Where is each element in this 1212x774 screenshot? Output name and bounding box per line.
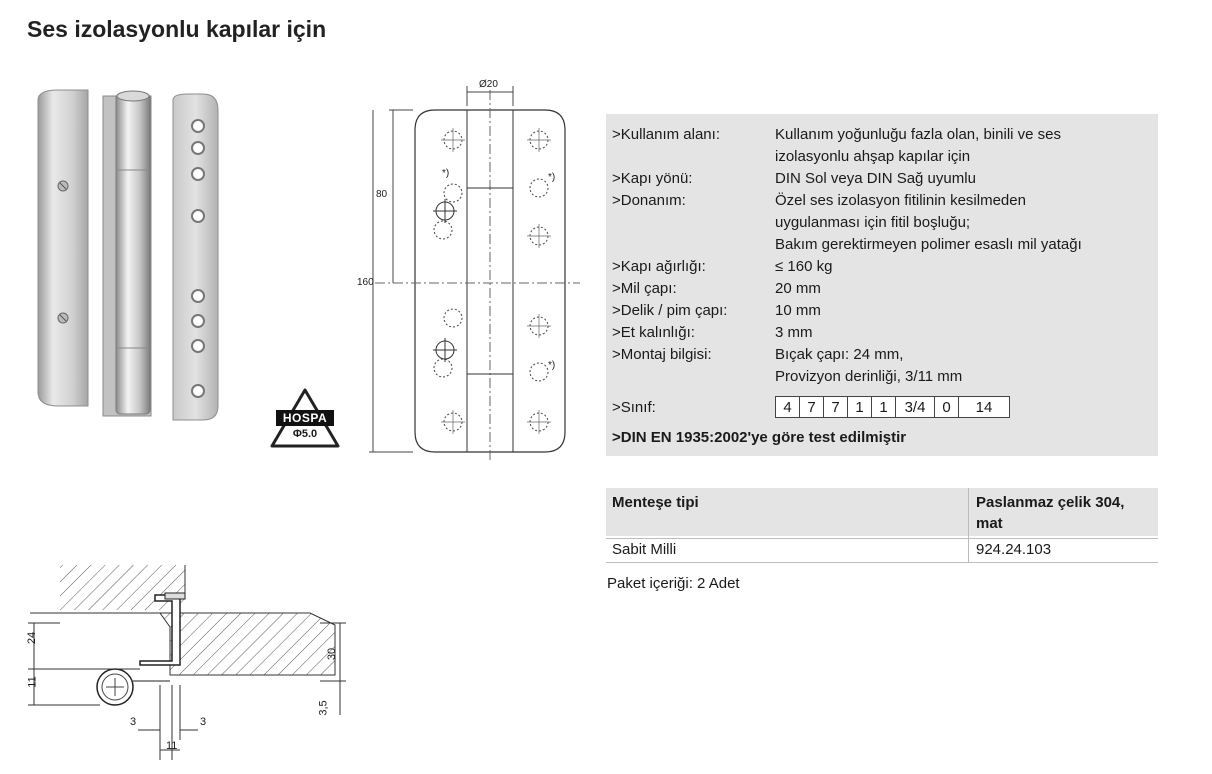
table-header-type: Menteşe tipi bbox=[612, 494, 699, 511]
class-cell-0: 4 bbox=[775, 396, 800, 418]
mark-upper-right: *) bbox=[548, 172, 556, 183]
spec-value-direction: DIN Sol veya DIN Sağ uyumlu bbox=[775, 170, 976, 187]
spec-label-thickness: >Et kalınlığı: bbox=[612, 324, 695, 341]
class-cell-6: 0 bbox=[934, 396, 959, 418]
spec-value-thickness: 3 mm bbox=[775, 324, 813, 341]
spec-label-equipment: >Donanım: bbox=[612, 192, 686, 209]
dim-a: 24 bbox=[26, 631, 39, 645]
spec-value-equipment-2: uygulanması için fitil boşluğu; bbox=[775, 214, 971, 231]
dim-e: 3 bbox=[130, 716, 137, 728]
spec-value-mounting-1: Bıçak çapı: 24 mm, bbox=[775, 346, 904, 363]
spec-value-equipment-1: Özel ses izolasyon fitilinin kesilmeden bbox=[775, 192, 1026, 209]
technical-drawing bbox=[355, 78, 595, 463]
section-drawing bbox=[20, 565, 350, 765]
table-cell-code: 924.24.103 bbox=[976, 541, 1052, 558]
table-header-material-1: Paslanmaz çelik 304, bbox=[976, 494, 1125, 511]
class-cell-1: 7 bbox=[799, 396, 824, 418]
mark-lower-right: *) bbox=[548, 360, 556, 371]
table-row-divider bbox=[606, 538, 1158, 539]
table-header-material-2: mat bbox=[976, 515, 1003, 532]
hospa-logo bbox=[270, 388, 340, 450]
hinge-photo bbox=[28, 86, 228, 426]
dim-total: 160 bbox=[357, 277, 374, 288]
package-note: Paket içeriği: 2 Adet bbox=[607, 575, 740, 592]
spec-label-direction: >Kapı yönü: bbox=[612, 170, 693, 187]
dim-width: Ø20 bbox=[479, 79, 498, 90]
table-cell-type: Sabit Milli bbox=[612, 541, 677, 558]
dim-upper: 80 bbox=[376, 189, 388, 200]
class-cell-7: 14 bbox=[958, 396, 1010, 418]
spec-label-class: >Sınıf: bbox=[612, 399, 656, 416]
spec-value-mounting-2: Provizyon derinliği, 3/11 mm bbox=[775, 368, 963, 385]
class-cell-2: 7 bbox=[823, 396, 848, 418]
page-title: Ses izolasyonlu kapılar için bbox=[27, 16, 327, 42]
test-note: >DIN EN 1935:2002'ye göre test edilmiştir bbox=[612, 429, 907, 446]
spec-label-pin: >Mil çapı: bbox=[612, 280, 677, 297]
spec-value-usage-1: Kullanım yoğunluğu fazla olan, binili ve ses bbox=[775, 126, 1062, 143]
spec-value-equipment-3: Bakım gerektirmeyen polimer esaslı mil yatağı bbox=[775, 236, 1082, 253]
dim-b: 11 bbox=[26, 676, 39, 688]
spec-label-mounting: >Montaj bilgisi: bbox=[612, 346, 712, 363]
spec-value-pin: 20 mm bbox=[775, 280, 821, 297]
class-cell-4: 1 bbox=[871, 396, 896, 418]
spec-value-weight: ≤ 160 kg bbox=[775, 258, 833, 275]
dim-g: 11 bbox=[166, 740, 178, 752]
spec-label-hole: >Delik / pim çapı: bbox=[612, 302, 728, 319]
class-cell-3: 1 bbox=[847, 396, 872, 418]
mark-upper-left: *) bbox=[442, 168, 450, 179]
table-bottom-line bbox=[606, 562, 1158, 563]
spec-value-hole: 10 mm bbox=[775, 302, 821, 319]
class-cell-5: 3/4 bbox=[895, 396, 935, 418]
dim-c: 30 bbox=[326, 647, 339, 661]
table-divider bbox=[968, 488, 969, 562]
hospa-sub: Φ5.0 bbox=[292, 428, 318, 440]
spec-label-usage: >Kullanım alanı: bbox=[612, 126, 720, 143]
spec-value-usage-2: izolasyonlu ahşap kapılar için bbox=[775, 148, 971, 165]
spec-label-weight: >Kapı ağırlığı: bbox=[612, 258, 706, 275]
dim-f: 3 bbox=[200, 716, 207, 728]
hospa-brand: HOSPA bbox=[282, 411, 328, 425]
dim-d: 3,5 bbox=[317, 700, 330, 716]
